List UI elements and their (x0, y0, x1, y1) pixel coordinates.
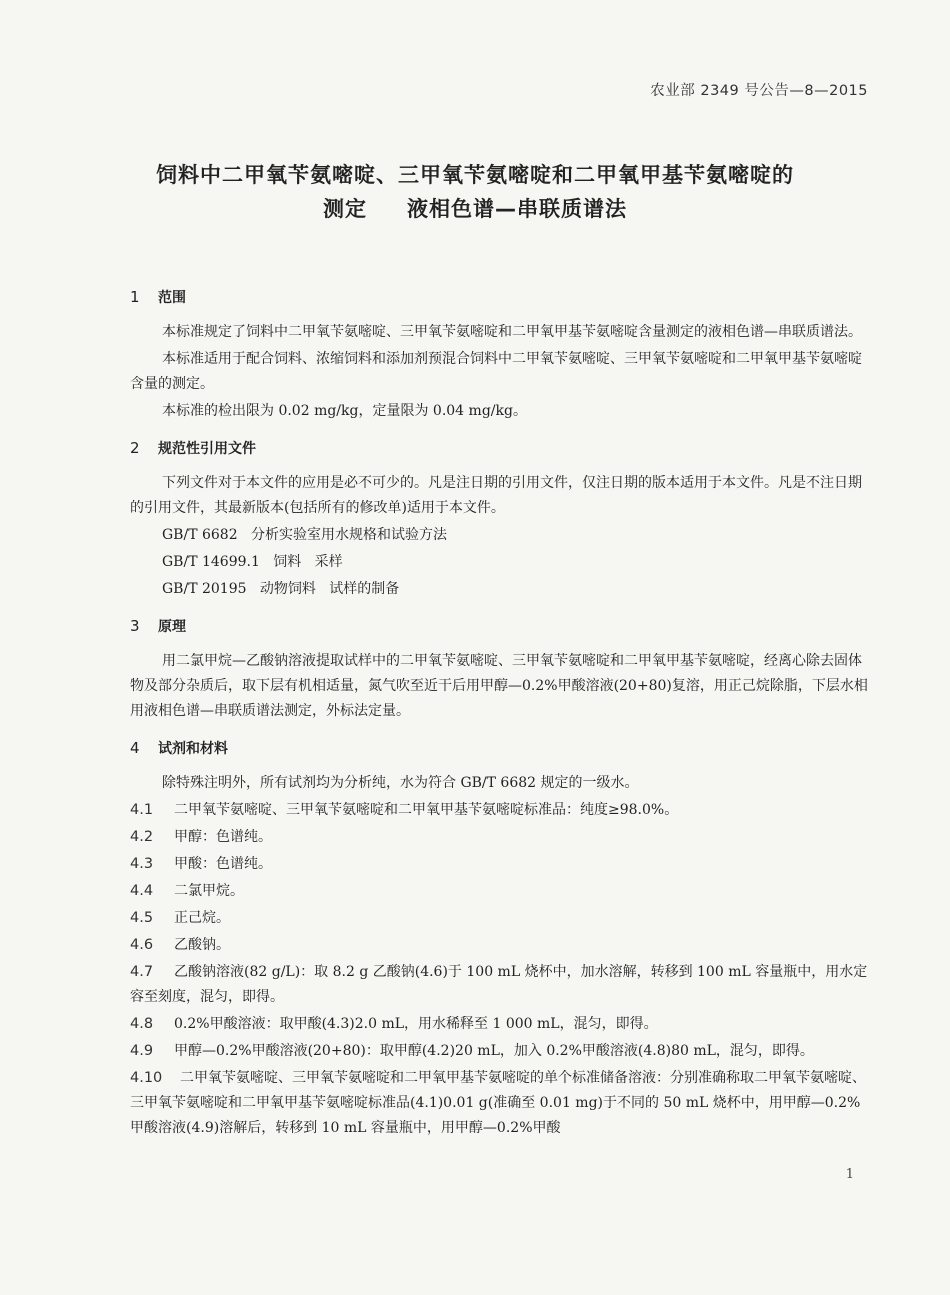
item-text: 甲酸：色谱纯。 (174, 856, 272, 872)
list-item (130, 1066, 870, 1141)
item-number: 4.1 (130, 802, 154, 818)
item-number: 4.8 (130, 1016, 154, 1032)
list-item (130, 879, 870, 904)
section-number: 4 (130, 739, 140, 757)
section-heading-2 (130, 434, 870, 462)
title-line-2 (0, 192, 950, 226)
section-heading-1 (130, 283, 870, 311)
list-item (130, 1039, 870, 1064)
paragraph: 本标准的检出限为 0.02 mg/kg，定量限为 0.04 mg/kg。 (162, 403, 527, 419)
item-text: 二甲氧苄氨嘧啶、三甲氧苄氨嘧啶和二甲氧甲基苄氨嘧啶标准品：纯度≥98.0%。 (174, 802, 679, 818)
paragraph: 下列文件对于本文件的应用是必不可少的。凡是注日期的引用文件，仅注日期的版本适用于本文件。凡是不注日期的引用文件，其最新版本(包括所有的修改单)适用于本文件。 (130, 475, 862, 516)
item-text: 0.2%甲酸溶液：取甲酸(4.3)2.0 mL，用水稀释至 1 000 mL，混匀，即得。 (174, 1016, 658, 1032)
title-line-2-part-1: 测定 (323, 197, 367, 221)
item-number: 4.2 (130, 829, 154, 845)
reference-item: GB/T 20195 动物饲料 试样的制备 (162, 581, 400, 597)
section-heading-4 (130, 734, 870, 762)
paragraph: 除特殊注明外，所有试剂均为分析纯，水为符合 GB/T 6682 规定的一级水。 (162, 775, 639, 791)
item-text: 甲醇：色谱纯。 (174, 829, 272, 845)
section-title: 试剂和材料 (158, 741, 228, 757)
standard-number: 农业部 2349 号公告—8—2015 (650, 83, 868, 99)
item-text: 乙酸钠。 (174, 937, 230, 953)
list-item (130, 825, 870, 850)
paragraph: 用二氯甲烷—乙酸钠溶液提取试样中的二甲氧苄氨嘧啶、三甲氧苄氨嘧啶和二甲氧甲基苄氨嘧啶，经离心除去固体物及部分杂质后，取下层有机相适量，氮气吹至近干后用甲醇—0.2%甲酸溶液(20+80)复溶，用正己烷除脂，下层水相用液相色谱—串联质谱法测定，外标法定量。 (130, 653, 868, 719)
paragraph: 本标准规定了饲料中二甲氧苄氨嘧啶、三甲氧苄氨嘧啶和二甲氧甲基苄氨嘧啶含量测定的液相色谱—串联质谱法。 (162, 324, 862, 340)
item-number: 4.7 (130, 964, 154, 980)
title-line-2-part-2: 液相色谱—串联质谱法 (407, 197, 627, 221)
list-item (130, 906, 870, 931)
item-number: 4.10 (130, 1070, 163, 1086)
reference-item: GB/T 14699.1 饲料 采样 (162, 554, 343, 570)
section-title: 规范性引用文件 (158, 441, 256, 457)
page-number: 1 (845, 1167, 854, 1182)
list-item (130, 1012, 870, 1037)
section-title: 范围 (158, 290, 186, 306)
list-item (130, 798, 870, 823)
section-number: 1 (130, 288, 140, 306)
item-number: 4.4 (130, 883, 154, 899)
item-text: 甲醇—0.2%甲酸溶液(20+80)：取甲醇(4.2)20 mL，加入 0.2%甲酸溶液(4.8)80 mL，混匀，即得。 (174, 1043, 814, 1059)
item-number: 4.6 (130, 937, 154, 953)
item-text: 二甲氧苄氨嘧啶、三甲氧苄氨嘧啶和二甲氧甲基苄氨嘧啶的单个标准储备溶液：分别准确称取二甲氧苄氨嘧啶、三甲氧苄氨嘧啶和二甲氧甲基苄氨嘧啶标准品(4.1)0.01 g(准确至 0.01 mg)于不同的 50 mL 烧杯中，用甲醇—0.2%甲酸溶液(4.9)溶解后，转移到 10 mL 容量瓶中，用甲醇—0.2%甲酸 (130, 1070, 866, 1136)
reference-item: GB/T 6682 分析实验室用水规格和试验方法 (162, 527, 447, 543)
item-number: 4.3 (130, 856, 154, 872)
item-text: 二氯甲烷。 (174, 883, 244, 899)
title-line-1: 饲料中二甲氧苄氨嘧啶、三甲氧苄氨嘧啶和二甲氧甲基苄氨嘧啶的 (156, 163, 794, 187)
list-item (130, 960, 870, 1010)
item-text: 乙酸钠溶液(82 g/L)：取 8.2 g 乙酸钠(4.6)于 100 mL 烧杯中，加水溶解，转移到 100 mL 容量瓶中，用水定容至刻度，混匀，即得。 (130, 964, 868, 1005)
list-item (130, 852, 870, 877)
document-title (0, 158, 950, 226)
section-title: 原理 (158, 619, 186, 635)
item-number: 4.9 (130, 1043, 154, 1059)
section-number: 2 (130, 439, 140, 457)
section-heading-3 (130, 612, 870, 640)
item-number: 4.5 (130, 910, 154, 926)
list-item (130, 933, 870, 958)
section-number: 3 (130, 617, 140, 635)
document-body (130, 283, 870, 1141)
paragraph: 本标准适用于配合饲料、浓缩饲料和添加剂预混合饲料中二甲氧苄氨嘧啶、三甲氧苄氨嘧啶和二甲氧甲基苄氨嘧啶含量的测定。 (130, 351, 862, 392)
item-text: 正己烷。 (174, 910, 230, 926)
